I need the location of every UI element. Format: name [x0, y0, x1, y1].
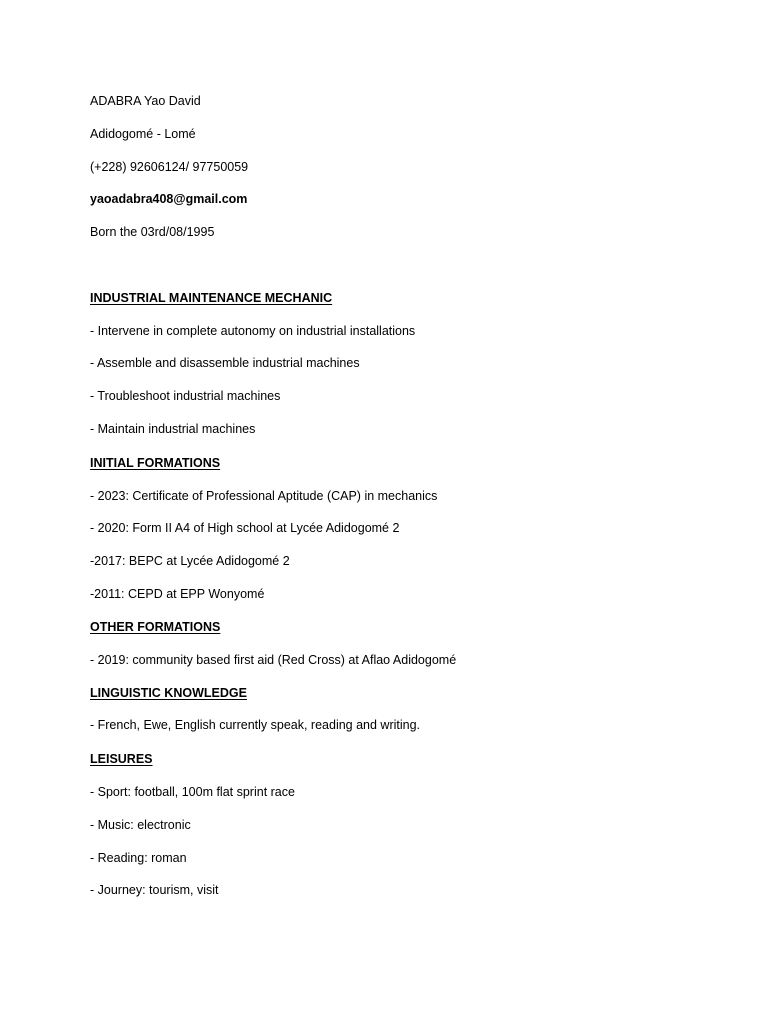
list-item: - Sport: football, 100m flat sprint race [90, 785, 295, 799]
section-heading-linguistic: LINGUISTIC KNOWLEDGE [90, 686, 247, 700]
candidate-name: ADABRA Yao David [90, 94, 201, 108]
list-item: - Reading: roman [90, 851, 187, 865]
list-item: - Troubleshoot industrial machines [90, 389, 281, 403]
list-item: - Music: electronic [90, 818, 191, 832]
list-item: - 2020: Form II A4 of High school at Lycée Adidogomé 2 [90, 521, 400, 535]
candidate-birth-date: Born the 03rd/08/1995 [90, 225, 215, 239]
list-item: - Maintain industrial machines [90, 422, 256, 436]
list-item: -2017: BEPC at Lycée Adidogomé 2 [90, 554, 290, 568]
candidate-phone: (+228) 92606124/ 97750059 [90, 160, 249, 174]
section-heading-leisures: LEISURES [90, 752, 153, 766]
list-item: - 2023: Certificate of Professional Aptitude (CAP) in mechanics [90, 489, 438, 503]
list-item: - Intervene in complete autonomy on industrial installations [90, 324, 416, 338]
section-heading-industrial: INDUSTRIAL MAINTENANCE MECHANIC [90, 291, 333, 305]
list-item: - Journey: tourism, visit [90, 883, 219, 897]
list-item: - French, Ewe, English currently speak, reading and writing. [90, 718, 421, 732]
section-heading-initial-formations: INITIAL FORMATIONS [90, 456, 221, 470]
candidate-address: Adidogomé - Lomé [90, 127, 196, 141]
list-item: - 2019: community based first aid (Red Cross) at Aflao Adidogomé [90, 653, 457, 667]
candidate-email: yaoadabra408@gmail.com [90, 192, 248, 206]
section-heading-other-formations: OTHER FORMATIONS [90, 620, 221, 634]
list-item: - Assemble and disassemble industrial machines [90, 356, 360, 370]
list-item: -2011: CEPD at EPP Wonyomé [90, 587, 265, 601]
